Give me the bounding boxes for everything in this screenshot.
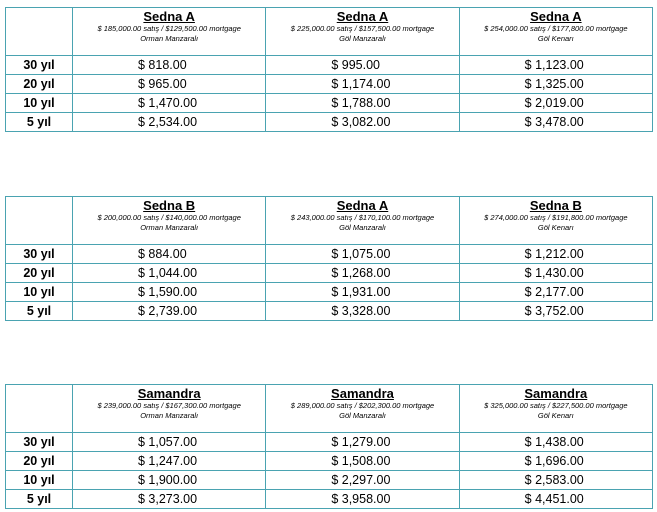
- unit-price: $ 243,000.00 satış / $170,100.00 mortgage: [290, 213, 435, 222]
- payment-cell: $ 1,279.00: [266, 433, 459, 452]
- payment-cell: $ 3,328.00: [266, 302, 459, 321]
- payment-cell: $ 3,958.00: [266, 490, 459, 509]
- payment-cell: $ 1,325.00: [459, 75, 652, 94]
- payment-cell: $ 1,247.00: [73, 452, 266, 471]
- unit-view: Göl Manzaralı: [339, 223, 386, 232]
- payment-cell: $ 1,044.00: [73, 264, 266, 283]
- unit-name: Sedna A: [336, 9, 389, 24]
- column-header: [73, 8, 266, 56]
- payment-cell: $ 1,696.00: [459, 452, 652, 471]
- unit-price: $ 325,000.00 satış / $227,500.00 mortgage: [484, 401, 628, 410]
- payment-cell: $ 1,788.00: [266, 94, 459, 113]
- term-label: 30 yıl: [6, 245, 73, 264]
- term-label: 10 yıl: [6, 471, 73, 490]
- corner-cell: [6, 8, 73, 56]
- corner-cell: [6, 197, 73, 245]
- unit-name: Samandra: [524, 386, 588, 401]
- unit-name: Sedna A: [530, 9, 582, 24]
- payment-cell: $ 1,123.00: [459, 56, 652, 75]
- unit-view: Göl Kenarı: [537, 223, 574, 232]
- table-row: [6, 245, 653, 264]
- unit-name: Sedna B: [143, 198, 196, 213]
- corner-cell: [6, 385, 73, 433]
- table-row: [6, 75, 653, 94]
- table-header-row: [6, 197, 653, 245]
- payment-cell: $ 1,900.00: [73, 471, 266, 490]
- term-label: 20 yıl: [6, 264, 73, 283]
- table-row: [6, 302, 653, 321]
- price-table-1: [5, 7, 653, 132]
- payment-cell: $ 818.00: [73, 56, 266, 75]
- unit-view: Orman Manzaralı: [140, 34, 199, 43]
- table-row: [6, 452, 653, 471]
- table-row: [6, 490, 653, 509]
- unit-view: Göl Manzaralı: [339, 411, 386, 420]
- column-header: [73, 385, 266, 433]
- table-row: [6, 283, 653, 302]
- payment-cell: $ 2,583.00: [459, 471, 652, 490]
- unit-price: $ 185,000.00 satış / $129,500.00 mortgage: [97, 24, 241, 33]
- term-label: 20 yıl: [6, 452, 73, 471]
- unit-price: $ 200,000.00 satış / $140,000.00 mortgage: [97, 213, 241, 222]
- table-header-row: [6, 385, 653, 433]
- table-row: [6, 113, 653, 132]
- payment-cell: $ 1,057.00: [73, 433, 266, 452]
- term-label: 20 yıl: [6, 75, 73, 94]
- unit-view: Göl Kenarı: [537, 411, 574, 420]
- unit-view: Göl Manzaralı: [339, 34, 386, 43]
- unit-view: Orman Manzaralı: [140, 223, 199, 232]
- term-label: 5 yıl: [6, 113, 73, 132]
- unit-price: $ 225,000.00 satış / $157,500.00 mortgage: [290, 24, 435, 33]
- payment-cell: $ 2,534.00: [73, 113, 266, 132]
- payment-cell: $ 2,019.00: [459, 94, 652, 113]
- column-header: [266, 8, 459, 56]
- unit-price: $ 239,000.00 satış / $167,300.00 mortgage: [97, 401, 241, 410]
- payment-cell: $ 2,297.00: [266, 471, 459, 490]
- payment-cell: $ 1,931.00: [266, 283, 459, 302]
- payment-cell: $ 995.00: [266, 56, 459, 75]
- unit-name: Sedna B: [529, 198, 582, 213]
- table-row: [6, 471, 653, 490]
- payment-cell: $ 1,268.00: [266, 264, 459, 283]
- term-label: 30 yıl: [6, 56, 73, 75]
- term-label: 30 yıl: [6, 433, 73, 452]
- payment-cell: $ 3,273.00: [73, 490, 266, 509]
- unit-view: Göl Kenarı: [537, 34, 574, 43]
- payment-cell: $ 1,174.00: [266, 75, 459, 94]
- payment-cell: $ 4,451.00: [459, 490, 652, 509]
- unit-name: Samandra: [137, 386, 201, 401]
- payment-cell: $ 3,752.00: [459, 302, 652, 321]
- column-header: [266, 197, 459, 245]
- table-row: [6, 433, 653, 452]
- table-header-row: [6, 8, 653, 56]
- payment-cell: $ 965.00: [73, 75, 266, 94]
- payment-cell: $ 1,470.00: [73, 94, 266, 113]
- payment-cell: $ 3,478.00: [459, 113, 652, 132]
- column-header: [459, 385, 652, 433]
- payment-cell: $ 1,430.00: [459, 264, 652, 283]
- table-row: [6, 56, 653, 75]
- payment-cell: $ 2,177.00: [459, 283, 652, 302]
- payment-cell: $ 884.00: [73, 245, 266, 264]
- unit-view: Orman Manzaralı: [140, 411, 199, 420]
- term-label: 10 yıl: [6, 94, 73, 113]
- table-row: [6, 94, 653, 113]
- payment-cell: $ 1,438.00: [459, 433, 652, 452]
- payment-cell: $ 1,590.00: [73, 283, 266, 302]
- unit-price: $ 274,000.00 satış / $191,800.00 mortgage: [484, 213, 628, 222]
- payment-cell: $ 1,075.00: [266, 245, 459, 264]
- price-table-2: [5, 196, 653, 321]
- payment-cell: $ 1,212.00: [459, 245, 652, 264]
- term-label: 5 yıl: [6, 490, 73, 509]
- payment-cell: $ 1,508.00: [266, 452, 459, 471]
- payment-cell: $ 3,082.00: [266, 113, 459, 132]
- term-label: 5 yıl: [6, 302, 73, 321]
- table-row: [6, 264, 653, 283]
- unit-price: $ 254,000.00 satış / $177,800.00 mortgage: [484, 24, 628, 33]
- unit-name: Samandra: [331, 386, 394, 401]
- column-header: [266, 385, 459, 433]
- payment-cell: $ 2,739.00: [73, 302, 266, 321]
- unit-price: $ 289,000.00 satış / $202,300.00 mortgage: [290, 401, 435, 410]
- unit-name: Sedna A: [336, 198, 389, 213]
- unit-name: Sedna A: [143, 9, 195, 24]
- column-header: [459, 8, 652, 56]
- term-label: 10 yıl: [6, 283, 73, 302]
- column-header: [73, 197, 266, 245]
- price-table-3: [5, 384, 653, 509]
- column-header: [459, 197, 652, 245]
